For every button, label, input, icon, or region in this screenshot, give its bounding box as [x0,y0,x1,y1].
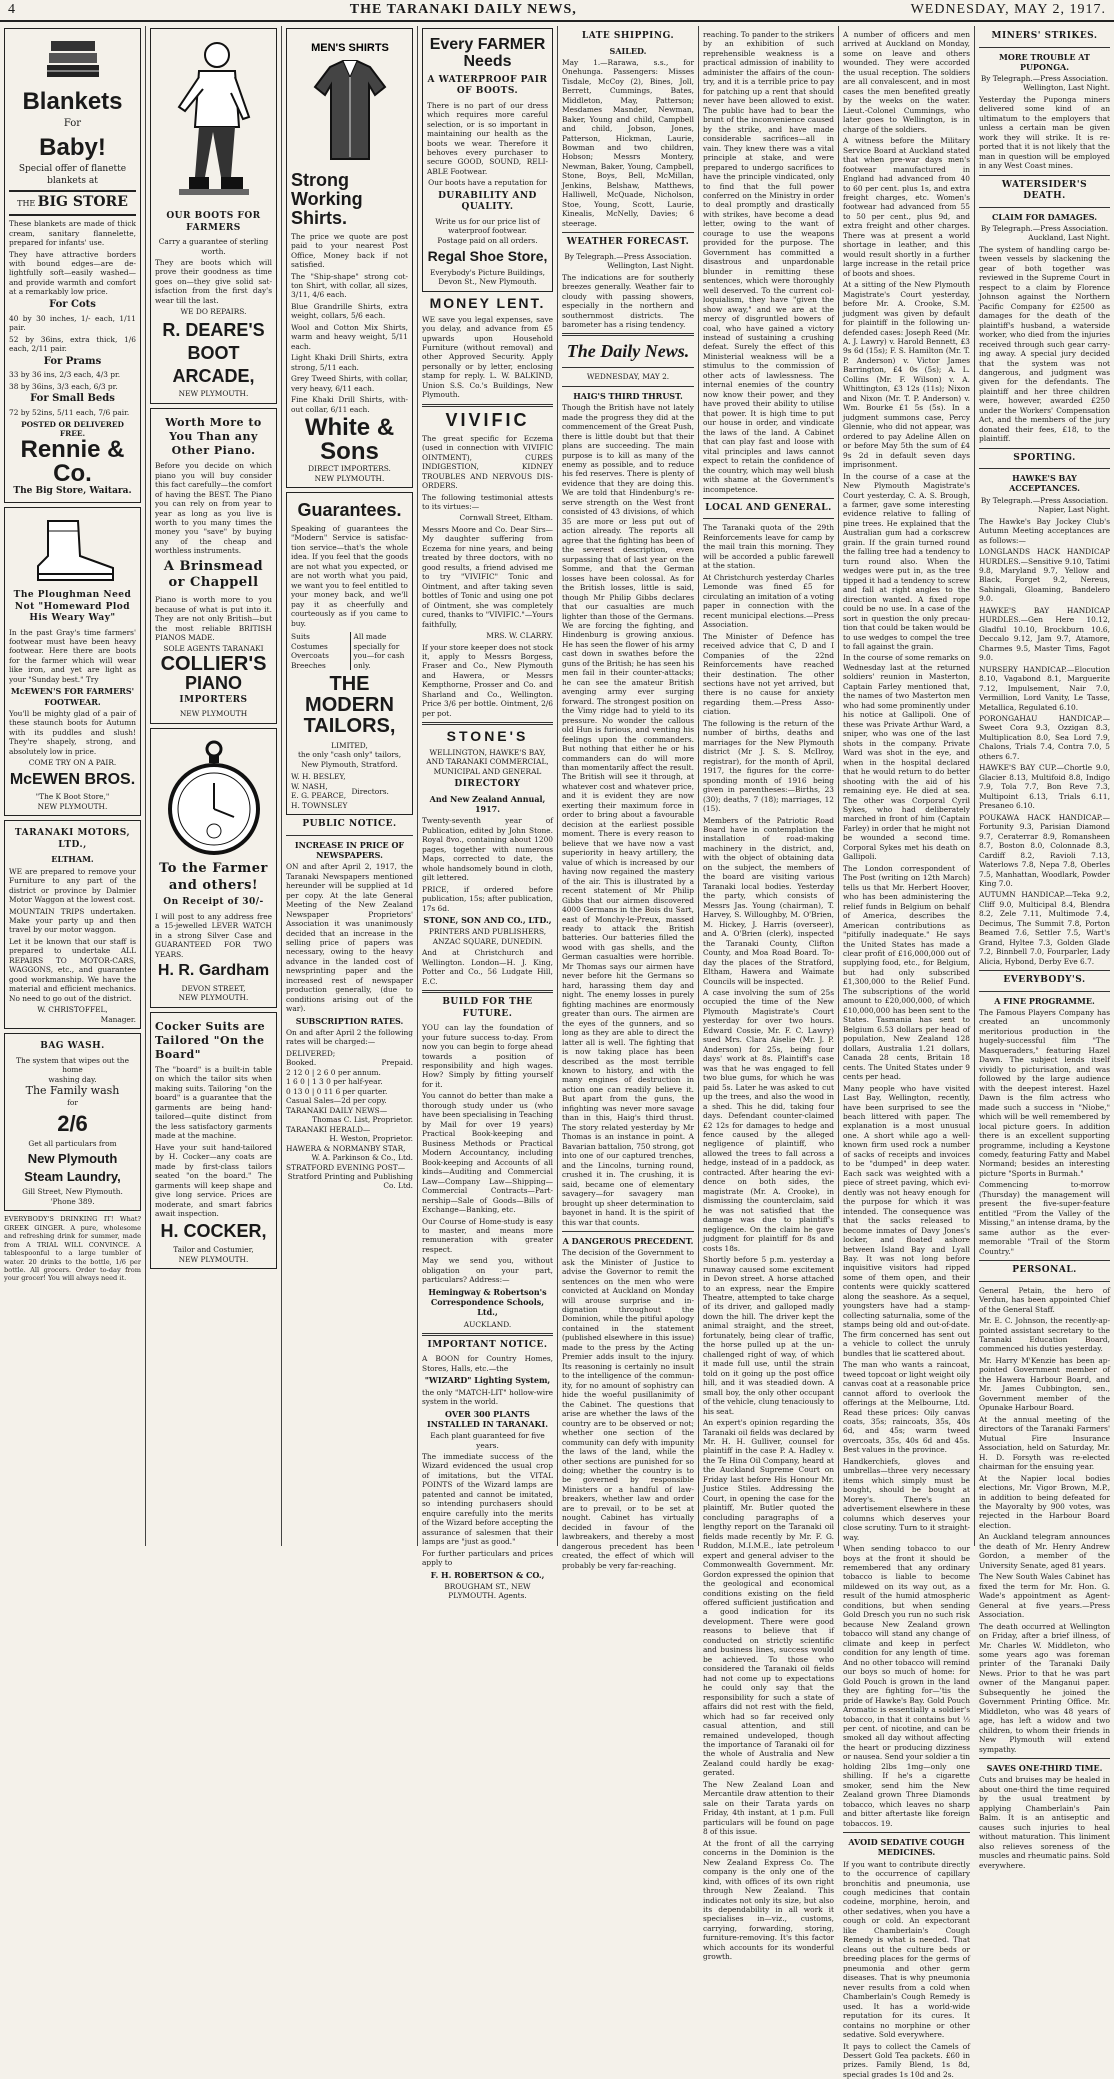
stones-body-1: WELLINGTON, HAWKE'S BAY, AND TARANAKI COMMERCIAL, MUNICIPAL AND GENERAL [422,748,553,776]
rate-row-2: 1 6 0 | 1 3 0 per half-year. [286,1077,413,1086]
director-3: E. G. PEARCE, [291,791,347,800]
sailed-heading: SAILED. [562,46,694,56]
blanket-stack-icon [9,37,136,85]
plants-heading: OVER 300 PLANTS INSTALLED IN TARANAKI. [422,1409,553,1429]
important-body-3: Each plant guaranteed for five years. [422,1431,553,1450]
guarantees-heading: Guarantees. [291,501,408,520]
sporting-place: Napier, Last Night. [979,505,1110,514]
deare-firm-3: ARCADE, [155,367,272,386]
editorial-date: WEDNESDAY, MAY 2. [562,372,694,381]
personal-item-6: An Auckland telegram announces the death of Mr. Henry Andrew Gordon, a member of the University Senate, aged 81 years. [979,1532,1110,1570]
personal-item-8: The death occurred at Wellington on Friday, after a brief illness, of Mr. Charles W. Middleton, who some years ago was foreman printer of the Taranaki Daily News. Prior to that he was part owner of the Manganui paper. Subsequently he joined the Government Printing Office. Mr. Middleton, who was 48 years of age, has left a widow and two children, to whom their friends in New Plymouth will extend sympathy. [979,1622,1110,1755]
paper-2: TARANAKI HERALD— [286,1125,413,1134]
bag-wash-line-1: The system that wipes out the home [9,1056,136,1075]
cough-heading: AVOID SEDATIVE COUGH MEDICINES. [843,1837,970,1857]
programme-heading: A FINE PROGRAMME. [979,996,1110,1006]
local-item-8: An expert's opinion regarding the Taranaki oil fields was declared by Mr. H. H. Gulliver, counsel for plaintiff in the case P. A. Hadley v. the Te Hina Oil Company, heard at the Auckland Supreme Court on Friday last before His Honour Mr. Justice Stiles. Addressing the Court, in opening the case for the plaintiff, Mr. Butler quoted the concluding paragraphs of a lengthy report on the Taranaki oil fields made recently by Mr. F. G. Ruddon, M.I.M.E., late petroleum expert and general adviser to the Commonwealth Government. Mr. Gordon expressed the opinion that the geological and economical conditions existing on the field offered sufficient justification and a good indication for its development. There were good reasons to believe that if conducted on strictly scientific and business lines, success would be achieved. To those who considered the Taranaki oil fields had not come up to expectations he could only say that the responsibility for such a state of affairs did not rest with the field, which had so far received only casual attention, and still remained undeveloped, though the importance of Taranaki oil for the whole of Australia and New Zealand could hardly be exaggerated. [703,1418,834,1778]
directors-block [291,772,408,810]
race-5: HAWKE'S BAY CUP.—Chortle 9.0, Glacier 8.13, Multifoid 8.8, Indigo 7.9, Tola 7.7, Bon Reve 7.3, Multipoint 6.13, Trials 6.11, Presaneo 6.10. [979,763,1110,810]
mcewen-come: COME TRY ON A PAIR. [9,758,136,767]
shirts-body: The price we quote are post paid to your nearest Post Office, Money back if not satisfied. [291,232,408,270]
miners-body: Yesterday the Puponga miners delivered some kind of an ultimatum to the employers that unless a certain man be given work they will strike. It is reported that it is not likely that the man in question will be employed in any West Coast mines. [979,95,1110,171]
shirt-item-6: Fine Khaki Drill Shirts, without collar, 6/11 each. [291,395,408,414]
blankets-baby: Baby! [9,135,136,160]
weather-body: The indications are for southerly breezes generally. Weather fair to cloudy with passing showers, especially in the northern and southernmost districts. The barometer has a rising tendency. [562,273,694,330]
news-item-3: At a sitting of the New Plymouth Magistrate's Court yesterday, before Mr. A. Crooke, S.M. judgment was given by default for plaintiff in the following undefended cases: Joseph Reed (Mr. A. J. Lawry) v. Harold Bennett, £3 9s 6d (15s); F. S. Hamilton (Mr. T. P. Anderson) v. Victor James Barrington, £4 0s (5s); A. L. Collins (Mr. F. Wilson) v. A. Whittington, £3 12s (11s); Nixon and Nixon (Mr. T. P. Anderson) v. Wm. Bourke £1 5s (5s). In a judgment summons case, Percy Glennie, who did not appear, was ordered to pay Adeline Allen on or before May 5th the sum of £4 9s 2d in default seven days imprisonment. [843,280,970,469]
important-body-1: A BOON for Country Homes, Stores, Halls, etc.—the [422,1354,553,1373]
white-sons-logo: White & Sons [291,416,408,464]
waterside-heading: WATERSIDER'S DEATH. [979,180,1110,203]
beds-line-1: 72 by 52ins, 5/11 each, 7/6 pair. [9,408,136,417]
news-item-9: Handkerchiefs, gloves and umbrellas—three very necessary items which simply must be bought, should be bought at Morey's. There's an advertisement elsewhere in these columns which deserves your close scrutiny. Turn to it straightway. [843,1457,970,1542]
race-3: NURSERY HANDICAP.—Elocution 8.10, Vagabond 8.1, Marguerite 7.12, Impulsement, Nair 7.0, Vermillion, Lord Vanity, Le Tasse, Metallica, Regulated 6.10. [979,665,1110,712]
regal-firm: Regal Shoe Store, [427,249,548,264]
weather-byline: By Telegraph.—Press Association. [562,252,694,261]
modern-tailors-limited: LIMITED, [291,741,408,750]
personal-item-3: Mr. Harry M'Kenzie has been appointed Government member of the Hawera Harbour Board, and Mr. James Cubbington, sen., Government member of the Opunake Harbour Board. [979,1356,1110,1413]
local-item-4: The following is the return of the number of births, deaths and marriages for the New Plymouth district (Mr J. S. S. McIlroy, registrar), for the month of April, 1917, the figures for the corresponding month of 1916 being given in parentheses:—Births, 23 (30); deaths, 7 (18); marriages, 12 (15). [703,719,834,814]
stones-firm: STONE, SON AND CO., LTD., [422,915,553,925]
deare-body-2: They are boots which will prove their goodness as time goes on—they give solid satisfaction from the first day's wear till the last. [155,258,272,305]
stones-body-4: And at Christchurch and Wellington. London—H. J. King, Potter and Co., 56 Ludgate Hill, E.C. [422,948,553,986]
column-6 [699,26,839,1546]
gardham-addr-2: NEW PLYMOUTH. [155,993,272,1002]
vivific-heading: VIVIFIC [422,411,553,430]
waterproof-heading: A WATERPROOF PAIR OF BOOTS. [427,75,548,98]
farmer-body-3: Write us for our price list of waterproof footwear. [427,217,548,236]
subscription-intro: On and after April 2 the following rates will be charged:— [286,1028,413,1047]
collier-firm-1: COLLIER'S [155,654,272,674]
deare-firm-2: BOOT [155,344,272,363]
vivific-body-2: The following testimonial attests to its virtues:— [422,493,553,512]
white-sons-line-2: NEW PLYMOUTH. [291,474,408,483]
shirt-item-1: The "Ship-shape" strong cotton Shirt, with collar, all sizes, 3/11, 4/6 each. [291,272,408,300]
cots-line-1: 40 by 30 inches, 1/- each, 1/11 pair. [9,314,136,333]
masthead [0,0,1114,22]
precedent-heading: A DANGEROUS PRECEDENT. [562,1236,694,1246]
bag-wash-ad [4,1033,141,1211]
wizard-heading: "WIZARD" Lighting System, [422,1375,553,1385]
paper-4: STRATFORD EVENING POST— [286,1163,413,1172]
vivific-address: Cornwall Street, Eltham. [422,513,553,522]
paper-2-owner: H. Weston, Proprietor. [286,1134,413,1143]
garment-breeches: Breeches [291,661,346,670]
mcewen-heading: The Ploughman Need Not "Homeward Plod His Weary Way" [9,590,136,625]
issue-date: WEDNESDAY, MAY 2, 1917. [911,2,1106,18]
modern-tailors-cash: the only "cash only" tailors, [291,750,408,759]
personal-item-7: The New South Wales Cabinet has fixed the term for Mr. Hon. G. Wade's appointment as Agent-General at five years.—Press Association. [979,1572,1110,1619]
personal-item-1: General Petain, the hero of Verdun, has been appointed Chief of the General Staff. [979,1286,1110,1314]
waterside-place: Auckland, Last Night. [979,233,1110,242]
gardham-watch-ad [150,728,277,1008]
local-item-5: Members of the Patriotic Road Board have in contemplation the installation of road-making machinery in the district, and, with the object of obtaining data on the subject, the members of the board are visiting various Taranaki local bodies. Yesterday the party, which consists of Messrs Jas. Young (chairman), T. Harvey, S. Willoughby, M. O'Brien, M. Hickey, J. Harris (overseer), and A. O'Brien (clerk), inspected the Taranaki County, Clifton County, and Moa Road Board. To-day the places of the Stratford, Eltham, Hawera and Waimate Councils will be inspected. [703,816,834,986]
shirt-item-2: Blue Grandrille Shirts, extra weight, collars, 5/6 each. [291,302,408,321]
prams-line-2: 38 by 36ins, 3/3 each, 6/3 pr. [9,382,136,391]
shirt-item-4: Light Khaki Drill Shirts, extra strong, 5/11 each. [291,353,408,372]
personal-item-5: At the Napier local bodies elections, Mr. Vigor Brown, M.P., in addition to being defeated for the Mayoralty by 900 votes, was rejected in the Harbour Board election. [979,1474,1110,1531]
posted-free: POSTED OR DELIVERED FREE. [9,420,136,439]
laundry-address: Gill Street, New Plymouth. [9,1187,136,1196]
gardham-receipt: On Receipt of 30/- [155,897,272,909]
prepaid-label: Prepaid. [382,1058,413,1067]
column-1 [0,26,146,1546]
greek-ginger-ad: EVERYBODY'S DRINKING IT! What? GREEK GINGER. A pure, wholesome and refreshing drink for summer, made from A TRIAL WILL CONVINCE. A tablespoonful to a large tumbler of water. 20 drinks to the bottle, 1/6 per bottle. All grocers. Order to-day from your grocer! You will always need it. [4,1215,141,1283]
everybodys-body-1: The Famous Players Company has created an uncommonly meritorious production in the hugely-successful film "The Masqueraders," featuring Hazel Dawn. The subject lends itself vividly to picturisation, and was followed by the large audience with the deepest interest. Hazel Dawn is the film actress who made such a success in "Niobe," which will be well remembered by local picture goers. In addition there is an excellent supporting programme, including a Keystone comedy, featuring Fatty and Mabel Normand; besides an interesting picture "Sports in Burmah." [979,1008,1110,1178]
motors-title: Manager. [9,1015,136,1024]
stones-address: ANZAC SQUARE, DUNEDIN. [422,937,553,946]
blankets-ad [4,28,141,503]
durability-label: DURABILITY AND QUALITY. [427,191,548,214]
build-body-3: Our Course of Home-study is easy to master, and means more remuneration with greater respect. [422,1217,553,1255]
subscription-heading: SUBSCRIPTION RATES. [286,1016,413,1026]
garment-overcoats: Overcoats [291,651,346,660]
laundry-phone: 'Phone 389. [9,1197,136,1206]
blankets-for: For [9,118,136,131]
cough-body: If you want to contribute directly to the occurrence of capillary bronchitis and pneumonia, use cough medicines that contain codeine, morphine, heroin, and other sedatives, when you have a cough or cold. An expectorant like Chamberlain's Cough Remedy is what is needed. That cleans out the culture beds or breeding places for the germs of pneumonia and other germ diseases. That is why pneumonia never results from a cold when Chamberlain's Cough Remedy is used. It has a world-wide reputation for its cures. It contains no morphine or other sedative. Sold everywhere. [843,1860,970,2040]
important-body-5: For further particulars and prices apply to [422,1549,553,1568]
shirt-tag-text: MEN'S SHIRTS [311,42,389,54]
farmer-heading: Every FARMER Needs [427,37,548,71]
personal-heading: PERSONAL. [979,1265,1110,1277]
collier-firm-3: IMPORTERS [155,695,272,707]
director-2: W. NASH, [291,782,347,791]
stones-body-2: Twenty-seventh year of Publication, edited by John Stone. Royal 8vo., containing about 1200 pages, together with numerous Maps, corrected to date, the whole handsomely bound in cloth, gilt lettered. [422,816,553,882]
collier-address: NEW PLYMOUTH [155,709,272,718]
paper-3: HAWERA & NORMANBY STAR, [286,1144,413,1153]
motors-body-3: Let it be known that our staff is prepared to undertake ALL REPAIRS TO MOTOR-CARS, WAGGONS, etc., and guarantee good workmanship. We have the material and efficient mechanics. No need to go out of the district. [9,937,136,1003]
gardham-body: I will post to any address free a 15-jewelled LEVER WATCH in a strong Silver Case and GUARANTEED FOR TWO YEARS. [155,912,272,959]
cocker-heading: Cocker Suits are Tailored "On the Board" [155,1020,272,1062]
news-item-6: The London correspondent of The Post (writing on 12th March) tells us that Mr. Herbert Hoover, who has been administering the relief funds in Belgium on behalf of America, describes the American contributions as "pitifully inadequate." He says the United States has made a clear profit of £16,000,000 out of supplying food, etc., for Belgium, but had only subscribed £1,300,000 to the Relief Fund. The subscriptions of the world amount to £20,000,000, of which £10,000,000 has been sent to the States. Tasmania has sent to Belgium 6.53 dollars per head of population, New Zealand 128 dollars, Australia 1.21 dollars, Canada 28 cents, Britain 18 cents. The United States under 9 cents per head. [843,864,970,1082]
mcewen-body-1: In the past Gray's time farmers' footwear must have been heavy footwear. Here there are boots for the farmer which will wear like iron, and yet are light as your "Sunday best." Try [9,628,136,685]
build-body-4: May we send you, without obligation on your part, particulars? Address:— [422,1256,553,1284]
money-lent-heading: MONEY LENT. [422,296,553,311]
news-item-10: When sending tobacco to our boys at the front it should be remembered that any ordinary tobacco is liable to become mildewed on its way out, as a result of the humid atmospheric conditions, but when sending Gold Dresch you run no such risk because New Zealand grown tobacco will stand any change of climate and keep in perfect condition for any length of time. And no other tobacco will remind our boys so much of home: for Gold Pouch is grown in the land they are fighting for—'tis the pride of Hawke's Bay. Gold Pouch Aromatic is essentially a soldier's tobacco, in that it contains but ⅓ per cent. of nicotine, and can be smoked all day without affecting the heart or producing dizziness or nausea. Send your soldier a tin holding 2lbs 1mg—only one shilling. If he's a cigarette smoker, send him the New Zealand grown Three Diamonds tobacco, which leaves no sharp and bitter aftertaste like foreign tobaccos. 19. [843,1544,970,1828]
modern-tailors-firm: THE MODERN TAILORS, [291,674,408,737]
notice-subheading: INCREASE IN PRICE OF NEWSPAPERS. [286,840,413,860]
miners-byline: By Telegraph.—Press Association. [979,74,1110,83]
local-item-2: At Christchurch yesterday Charles Lemonde was fined £5 for circulating an imitation of a voting paper in connection with the recent municipal elections.—Press Association. [703,573,834,630]
column-3 [282,26,418,1546]
white-sons-shirts-ad [286,28,413,488]
mcewen-firm: McEWEN BROS. [9,772,136,789]
cocker-addr-1: Tailor and Costumier, [155,1245,272,1254]
modern-tailors-ad [286,492,413,815]
acceptances-heading: HAWKE'S BAY ACCEPTANCES. [979,473,1110,493]
saves-time-body: Cuts and bruises may be healed in about one-third the time required by the usual treatment by applying Chamberlain's Pain Balm. It is an antiseptic and causes such injuries to heal without maturation. This liniment also relieves soreness of the muscles and rheumatic pains. Sold everywhere. [979,1775,1110,1870]
puponga-heading: MORE TROUBLE AT PUPONGA. [979,52,1110,72]
prams-line-1: 33 by 36 ins, 2/3 each, 4/3 pr. [9,370,136,379]
delivered-label: DELIVERED; [286,1049,413,1058]
damages-heading: CLAIM FOR DAMAGES. [979,212,1110,222]
cots-heading: For Cots [9,299,136,312]
motors-body-1: WE are prepared to remove your Furniture to any part of the district or province by Dalmier Motor Waggon at the lowest cost. [9,867,136,905]
sporting-byline: By Telegraph.—Press Association. [979,496,1110,505]
gardham-firm: H. R. Gardham [155,963,272,980]
prams-heading: For Prams [9,356,136,369]
robertson-firm: F. H. ROBERTSON & CO., [422,1570,553,1580]
regal-addr-1: Everybody's Picture Buildings, [427,268,548,277]
local-item-7: Shortly before 5 p.m. yesterday a runaway caused some excitement in Devon street. A horse attached to an express, near the Empire Theatre, attempted to take charge of its driver, and galloped madly down the hill. The driver kept the animal straight, and the street, fortunately, being clear of traffic, the horse pulled up at the unchallenged right of way, of which it made full use, until the strain told on it going up the post office hill, and it was steadied down. A small boy, the only other occupant of the vehicle, clung tenaciously to his seat. [703,1255,834,1416]
deare-body-1: Carry a guarantee of sterling worth. [155,237,272,256]
tea-ad: It pays to collect the Camels of Dessert Gold Tea packets. £60 in prizes. Family Blend, 1s 8d, special grades 1s 10d and 2s. [843,2042,970,2079]
mcewen-addr-1: "The K Boot Store," [9,792,136,801]
precedent-body: The decision of the Government to ask the Minister of Justice to advise the Governor to remit the sentences on the men who were convicted at Auckland on Monday will arouse surprise and indignation throughout the Dominion, while the pitiful apology contained in the statement (published elsewhere in this issue) made to the press by the Acting Premier adds insult to the injury. Its reasoning is certainly no insult to the intelligence of the community, for no amount of sophistry can hide the woeful pusillanimity of the Cabinet. The questions that arise are whether the laws of the country are to be observed or not; whether one section of the community can defy with impunity the laws of the land, while the other sections are punished for so doing; whether the country is to be governed by responsible Ministers or a handful of law-breakers, whether law and order are to prevail, or to be set at nought. Cabinet has virtually decided in favour of the lawbreakers, and thereby a most dangerous precedent has been created, the effect of which will probably be very far-reaching. [562,1248,694,1570]
shipping-body: May 1.—Rarawa, s.s., for Onehunga. Passengers: Misses Tisdale, McCoy (2), Bines, Joll, Berrett, Cummings, Bates, Middleton, May, Patterson; Mesdames Masnder, Newman, Baker, Young and child, Campbell and child, Jobson, Jones, Patterson, Hickman, Laurie, Bowman and two children, Hobson; Messrs Montery, Newman, Baker, Young, Campbell, Stone, Boys, Bell, McMillan, Jenkins, Belshaw, Matthews, Halliwell, McQuade, Nicholson, Stoe, Young, Scott, Laurie, Kinealis, McNelly, Davies; 6 steerage. [562,58,694,228]
bag-wash-particulars: Get all particulars from [9,1139,136,1148]
booked-label: Booked. [286,1058,316,1067]
stones-heading: STONE'S [422,729,553,744]
build-heading: BUILD FOR THE FUTURE. [422,997,553,1020]
rennie-address: The Big Store, Waitara. [9,486,136,498]
saves-time-heading: SAVES ONE-THIRD TIME. [979,1763,1110,1773]
regal-shoe-ad [422,28,553,292]
piano-heading: Worth More to You Than any Other Piano. [155,416,272,458]
editorial-body: Though the British have not lately made the progress they did at the commencement of the Great Push, there is little doubt but that their plans are succeeding. The main purpose is to kill as many of the enemy as possible, and to reduce his fed reserves. There is plenty of evidence that they are doing this. We are told that Hindenburg's reserve strength on the West front consisted of 43 divisions, of which 35 are more or less put out of action already. The reports all agree that the fighting has been of the severest description, even surpassing that of last year on the Somme, and that the German losses have been colossal. As for the British losses, little is said, though Mr Philip Gibbs declares that our casualties are much lighter than those of the Germans. We are forcing the fighting, and Hindenburg is growing anxious. He has seen the flower of his army cast down in swathes before the guns of the British; he has seen his men fail in their counter-attacks; he can see the amateur British avenging army ever surging forward. The strongest position on the Vimy ridge had to yield to its pressure. No wonder the callous old Hun is furious, and venting his feelings upon the commanders. But nothing that either he or his commanders can do will more than momentarily affect the result. The British will see it through, at whatever cost and whatever price, and it is evident they are now exerting their maximum force in order to bring about a favourable decision at the earliest possible moment. There is every reason to believe that we have now a vast superiority in heavy artillery, the value of which is increased by our having now regained the mastery of the air. This is illustrated by a recent statement of Mr Philip Gibbs that our airmen discovered 4000 Germans in the Bois du Sart, east of Monchy-le-Preux, massed ready to attack the British batteries. Our batteries filled the wood with gas shells, and the German casualties were horrible. Mr Thomas says our airmen have never before hit the Germans so hard, harassing them day and night. The enemy losses in purely fighting machines are enormously greater than ours. The airmen are the eyes of the gunners, and so long as they are able to direct the latter all is well. The fighting that is now taking place has been described as the most terrible known to history, and with the many engines of destruction in action one can readily believe it. But apart from the guns, the infighting was never more savage than in this, Haig's third thrust. The story related yesterday by Mr Thomas is an instance in point. A Bavarian battalion, 750 strong, got into one of our captured trenches, and the Lincolns, turning round, crushed it in. The crushing, it is said, became one of elementary savagery—for savagery man brought up sheer determination to bayonet in hand. It is the spirit of this war that counts. [562,403,694,1227]
deare-heading: OUR BOOTS FOR FARMERS [155,211,272,234]
personal-item-4: At the annual meeting of the directors of the Taranaki Farmers' Mutual Fire Insurance Association, held on Saturday, Mr. H. D. Forsyth was re-elected chairman for the ensuing year. [979,1415,1110,1472]
news-item-8: The man who wants a raincoat, tweed topcoat or light weight oily canvas coat at a reasonable price cannot afford to overlook the offerings at the Melbourne, Ltd. Read these prices: Oily canvas coats, 35s; raincoats, 35s, 40s 6d, and 45s; warm tweed overcoats, 35s, 40s 6d and 45s. Best values in the province. [843,1360,970,1455]
page-number: 4 [8,2,16,18]
garment-list [291,632,408,670]
build-body-2: You cannot do better than make a thorough study under us (who have been specialising in Teaching by Mail for over 19 years) Practical Book-keeping and Business Methods or Practical Modern Accountancy, including Book-keeping and Accounts of all kinds—Auditing and Commercial Law—Company Law—Shipping—Commercial Contracts—Partnership—Sale of Goods—Bills of Exchange—Banking, etc. [422,1091,553,1214]
cocker-body-2: Have your suit hand-tailored by H. Cocker—any coats are made by first-class tailors seated "on the board." The garments will keep shape and give long service. Prices are moderate, and smart fabrics await inspection. [155,1143,272,1219]
white-sons-line-1: DIRECT IMPORTERS. [291,464,408,473]
stones-body-3: PRICE, if ordered before publication, 15s; after publication, 17s 6d. [422,885,553,913]
pocket-watch-icon [155,737,272,857]
boot-icon [9,516,136,586]
news-item-1: A number of officers and men arrived at Auckland on Monday, some on leave and others wounded. They were accorded the usual reception. The soldiers are all convalescent, and in most cases the men benefited greatly by the weeks on the water. Lieut.-Colonel Cummings, who later goes to Wellington, is in charge of the soldiers. [843,30,970,134]
column-5 [558,26,699,1546]
the-label: THE [17,199,35,208]
everybodys-heading: EVERYBODY'S. [979,975,1110,987]
column-7 [839,26,975,1546]
garment-note: All made specially for you—for cash only. [350,632,409,670]
vivific-signature: MRS. W. CLARRY. [422,631,553,640]
directors-label: Directors. [351,787,388,796]
motors-heading: TARANAKI MOTORS, LTD., [9,828,136,851]
director-4: H. TOWNSLEY [291,801,347,810]
shirt-item-5: Grey Tweed Shirts, with collar, very heavy, 6/11 each. [291,374,408,393]
laundry-name-1: New Plymouth [9,1152,136,1166]
collier-firm-2: PIANO [155,674,272,692]
column-8 [975,26,1114,1546]
deare-address: NEW PLYMOUTH. [155,389,272,398]
build-firm: Hemingway & Robertson's Correspondence Schools, Ltd., [422,1287,553,1318]
weather-place: Wellington, Last Night. [562,261,694,270]
piano-agents: SOLE AGENTS TARANAKI [155,644,272,653]
farmer-body: There is no part of our dress which requires more careful selection, or is so important in maintaining our health as the boots we wear. Therefore it behoves every purchaser to secure GOOD, SOUND, RELIABLE Footwear. [427,101,548,177]
motors-body-2: MOUNTAIN TRIPS undertaken. Make your party up and then travel by our motor waggon. [9,907,136,935]
rate-header [286,1058,413,1067]
shirts-heading: Strong Working Shirts. [291,171,408,228]
paper-1: TARANAKI DAILY NEWS— [286,1106,413,1115]
laundry-name-2: Steam Laundry, [9,1170,136,1184]
race-6: POUKAWA HACK HANDICAP.—Fortunity 9.3, Parisian Diamond 9.7, Ceraterrar 8.9, Romansheen 8.7, Boston 8.0, Colonnade 8.3, Cardiff 8.2, Ravioli 7.13, Waterlows 7.8, Nepa 7.8, Oberles 7.5, Manhattan, Woodlark, Powder King 7.0. [979,813,1110,889]
news-item-7: Many people who have visited Last Bay, Wellington, recently, have been surprised to see the beach littered with paper. The explanation is a most unusual one. A short while ago a well-known firm used rock a number of sacks of receipts and invoices to be "dumped" in deep water. Each sack was weighted with a piece of street paving, which evidently was not heavy enough for the purpose for which it was intended. The consequence was that the sacks released to become inmates of Davy Jones's locker, and floated ashore between Island Bay and Lyall Bay. It was not long before inquisitive visitors had ripped some of them open, and their contents were quickly scattered along the seashore. As a sequel, youngsters have had a stamp-collecting saturnalia, some of the stamps being old and out-of-date. The firm concerned has sent out a vehicle to collect the unruly bundles that lie scattered about. [843,1084,970,1359]
motors-signature: W. CHRISTOFFEL, [9,1005,136,1014]
piano-body-2: Piano is worth more to you because of what is put into it. They are not only British—but the most reliable BRITISH PIANOS MADE. [155,595,272,642]
miners-heading: MINERS' STRIKES. [979,31,1110,43]
shirt-icon [291,37,408,167]
directory-heading: DIRECTORY [422,779,553,791]
important-body-4: The immediate success of the Wizard evidenced the usual crop of imitations, but the VITAL POINTS of the Wizard lamps are patented and cannot be imitated, so intending purchasers should enquire carefully into the merits of the Wizard before accepting the assurance of salesmen that their lamps are "just as good." [422,1452,553,1547]
column-2 [146,26,282,1546]
mcewen-boots-ad [4,507,141,816]
director-1: W. H. BESLEY, [291,772,347,781]
miners-place: Wellington, Last Night. [979,83,1110,92]
vivific-body-3: Messrs Moore and Co. Dear Sirs—My daughter suffering from Eczema for nine years, and being treated by three doctors, with no good results, a friend advised me to try "VIVIFIC" Tonic and Ointment, and after taking seven bottles of Tonic and using one pot of Ointment, she was completely cured, thanks to "VIVIFIC."—Yours faithfully, [422,525,553,629]
shipping-heading: LATE SHIPPING. [562,31,694,43]
rennie-logo: Rennie & Co. [9,438,136,486]
build-address: AUCKLAND. [422,1320,553,1329]
mcewen-addr-2: NEW PLYMOUTH. [9,802,136,811]
farmer-body-4: Postage paid on all orders. [427,236,548,245]
big-store-logo [9,190,136,216]
local-item-10: At the front of all the carrying concerns in the Dominion is the New Zealand Express Co. The company is the only one of the kind, with offices of its own right through New Zealand. This indicates not only its size, but also its dependability in all work it specialises in—viz., customs, carrying, forwarding, storing, furniture-removing. It's this factor which accounts for its wonderful growth. [703,1839,834,1962]
blankets-body-2: They have attractive borders with bound edges—are delightfully soft—easily washed—and provide warmth and comfort at a remarkably low price. [9,250,136,297]
blankets-offer: Special offer of flanette blankets at [9,164,136,187]
deare-repairs: WE DO REPAIRS. [155,307,272,316]
robertson-address: BROUGHAM ST., NEW PLYMOUTH. Agents. [422,1582,553,1601]
paper-1-owner: Thomas C. List, Proprietor. [286,1115,413,1124]
rate-row-3: 0 13 0 | 0 11 6 per quarter. [286,1087,413,1096]
vivific-body-4: If your store keeper does not stock it, apply to Messrs Borgess, Fraser and Co., New Plymouth and Hawera, or Messrs Kempthorne, Prosser and Co. and Sharland and Co., Wellington. Price 3/6 per bottle. Ointment, 2/6 per pot. [422,643,553,719]
notice-body: ON and after April 2, 1917, the Taranaki Newspapers mentioned hereunder will be supplied at 1d per copy. At the late General Meeting of the New Zealand Newspaper Proprietors' Association it was unanimously decided that an increase in the selling price of papers was necessary, owing to the heavy advance in the landed cost of newsprinting paper and the increased rest of newspaper production generally, (due to conditions arising out of the war). [286,862,413,1014]
money-lent-body: WE save you legal expenses, save you delay, and advance from £5 upwards upon Household Furniture (without removal) and other Approved Security. Apply personally or by letter, enclosing stamp for reply. L. W. BALKIND, Union S.S. Co.'s Buildings, New Plymouth. [422,315,553,400]
regal-addr-2: Devon St., New Plymouth. [427,277,548,286]
sporting-body: The Hawke's Bay Jockey Club's Autumn Meeting acceptances are as follows:— [979,517,1110,545]
rate-row-1: 2 12 0 | 2 6 0 per annum. [286,1068,413,1077]
beds-heading: For Small Beds [9,393,136,406]
gardham-heading: To the Farmer and others! [155,861,272,894]
bag-wash-line-2: washing day. [9,1075,136,1084]
public-notice [286,819,413,1191]
daily-news-masthead: The Daily News. [562,340,694,363]
weather-heading: WEATHER FORECAST. [562,237,694,249]
blankets-body-1: These blankets are made of thick cream, sanitary flannelette, prepared for infants' use. [9,219,136,247]
mcewen-brand: McEWEN'S FOR FARMERS' FOOTWEAR. [9,686,136,706]
stones-firm-2: PRINTERS AND PUBLISHERS, [422,927,553,936]
taranaki-motors-ad [4,820,141,1029]
collier-piano-ad [150,408,277,724]
guarantees-body: Speaking of guarantees the "Modern" Service is satisfaction service—that's the whole idea. If you feel that the goods are not what you expected, or are not worth what you paid, we want you to feel entitled to your money back, and we'll pay it as cheerfully and courteously as if you came to buy. [291,524,408,628]
shirt-item-3: Wool and Cotton Mix Shirts, warm and heavy weight, 5/11 each. [291,323,408,351]
race-4: PORONGAHAU HANDICAP.—Sweet Cora 9.3, Ozzigan 8.3, Multiplication 8.0, Sea Lord 7.9, Chalons, Trials 7.4, Contra 7.0, 5 others 6.7. [979,714,1110,761]
waterside-body: The system of handling cargo between vessels by slackening the gear of both together was reviewed in the Supreme Court in respect to a claim by Florence Johnson against the Northern Pacific Company for £2500 as damages for the death of the plaintiff's husband, a waterside worker, who died from the injuries received through such gear carrying away. A special jury decided that the system was not dangerous, and judgment was given for the defendants. The plaintiff and her three children were, however, awarded £250 under the Workers' Compensation Act, and the members of the jury donated their fees, £18, to the plaintiff. [979,245,1110,444]
important-notice-heading: IMPORTANT NOTICE. [422,1340,553,1352]
news-item-2: A witness before the Military Service Board at Auckland stated that when pre-war days men's footwear manufactured in England had advanced from 40 to 60 per cent. plus 1s, and extra freight charges, etc. Women's footwear had advanced from 55 to 50 per cent., plus 9d, and extra freight and other charges. There was at present a world shortage in leather, and this would result shortly in a further large increase in the retail price of boots and shoes. [843,136,970,278]
news-item-4: In the course of a case at the New Plymouth Magistrate's Court yesterday, C. A. S. Brough, a farmer, gave some interesting evidence relative to falling of pine trees. He explained that the Australian gum had a corkscrew grain. If the grain turned round the falling tree had a tendency to turn round also. When the wedges were put in, as the tree tipped it had a tendency to screw and fall at right angles to the direction wanted. A fixed rope could be no use. In a case of the sort in question the only precaution that could be taken would be to use wedges to compel the tree to fall against the grain. [843,472,970,652]
sporting-heading: SPORTING. [979,453,1110,465]
local-item-3: The Minister of Defence has received advice that C, D and I Companies of the 22nd Reinforcements have reached their destination. The other sections have not yet arrived, but there is no cause for anxiety regarding them.—Press Association. [703,632,834,717]
deare-boots-ad [150,28,277,404]
column-4 [418,26,558,1546]
notice-heading: PUBLIC NOTICE. [286,819,413,831]
cocker-body-1: The "board" is a built-in table on which the tailor sits when making suits. Tailoring "on the board" is a guarantee that the garments are being hand-tailored—quite distinct from the less satisfactory garments made at the machine. [155,1065,272,1141]
deare-firm-1: R. DEARE'S [155,321,272,340]
local-item-1: The Taranaki quota of the 29th Reinforcements leave for camp by the mail train this morning. They will be accorded a public farewell at the station. [703,523,834,570]
motors-place: ELTHAM. [9,854,136,864]
annual-heading: And New Zealand Annual, 1917. [422,794,553,814]
build-body-1: YOU can lay the foundation of your future success to-day. From now you can begin to forge ahead towards a position of responsibility and high wages. How? Simply by fitting yourself for it. [422,1023,553,1089]
local-item-9: The New Zealand Loan and Mercantile draw attention to their sale on their Tarata yards on Friday, 4th instant, at 1 p.m. Full particulars will be found on page 8 of this issue. [703,1780,834,1837]
vivific-body-1: The great specific for Eczema (used in connection with VIVIFIC OINTMENT), CURES INDIGESTION, KIDNEY TROUBLES AND NERVOUS DISORDERS. [422,434,553,491]
modern-tailors-address: New Plymouth, Stratford. [291,760,408,769]
bag-wash-line-3: The Family wash [9,1084,136,1098]
race-2: HAWKE'S BAY HANDICAP HURDLES.—Gen Here 10.12, Gladful 10.10, Brockburn 10.6, Deccalo 9.12, Jam 9.7, Atamore, Charmes 9.5, Master Tims, Fagot 9.0. [979,606,1110,663]
mcewen-body-2: You'll be mighty glad of a pair of these staunch boots for Autumn with its puddles and slush! They're shapely, strong, and absolutely low in price. [9,709,136,756]
news-item-5: In the course of some remarks on Wednesday last at the returned soldiers' reunion in Masterton, Captain Farley mentioned that, the names of two Masterton men who had some prominently under his notice at Gallipoli. One of these was Private Arthur Ward, a sniper, who was one of the last shots in the company. Private Ward was shot in the eye, and when in the hospital declared that he would return to do better shooting with the aid of his remaining eye. He died at sea. The other was Corporal Cyril Sykes, who had deliberately marched in front of him (Captain Farley) in order that he might not be wounded a second time. Corporal Sykes met his death on Gallipoli. [843,653,970,861]
bag-wash-for: for [9,1098,136,1107]
everybodys-body-2: Commencing to-morrow (Thursday) the management will present the five-super-feature entitled "From the Valley of the Missing," an intense drama, by the same author as the ever-memorable "Trail of the Storm Country." [979,1180,1110,1256]
cocker-firm: H. COCKER, [155,1222,272,1241]
farmer-body-2: Our boots have a reputation for [427,178,548,187]
garment-costumes: Costumes [291,642,346,651]
piano-brands: A Brinsmead or Chappell [155,559,272,592]
big-store-label: BIG STORE [38,194,128,210]
cocker-suits-ad [150,1012,277,1270]
race-1: LONGLANDS HACK HANDICAP HURDLES.—Sensitive 9.10, Tatimi 9.8, Maryland 9.7, Yellow and Black, Forget 9.2, Nereus, Sahingali, Gloaming, Bandelero 9.0. [979,547,1110,604]
gardham-addr-1: DEVON STREET, [155,984,272,993]
paper-3-owner: W. A. Parkinson & Co., Ltd. [286,1153,413,1162]
blankets-heading: Blankets [9,89,136,114]
bag-wash-heading: BAG WASH. [9,1041,136,1053]
personal-item-2: Mr. E. C. Johnson, the recently-appointed assistant secretary to the Taranaki Education Board, commenced his duties yesterday. [979,1316,1110,1354]
waterside-byline: By Telegraph.—Press Association. [979,224,1110,233]
local-general-heading: LOCAL AND GENERAL. [703,503,834,515]
editorial-heading: HAIG'S THIRD THRUST. [562,391,694,401]
paper-4-owner: Stratford Printing and Publishing Co. Ltd. [286,1172,413,1191]
local-item-6: A case involving the sum of 25s occupied the time of the New Plymouth Magistrate's Court yesterday for over two hours. Edward Cossie, Mr. F. C. Lawry) sued Mrs. Clara Aiselie (Mr. J. P. Anderson) for 25s, being four days' work at 8s. Plaintiff's case was that he was engaged to fell two blue gums, for which he was paid 5s. Later he was asked to cut up the trees, and also the wood in a shed. This he did, taking four days. Defendant counter-claimed £2 12s for damages to hedge and fence caused by the alleged negligence of plaintiff, who allowed the trees to fall across a hedge, instead of in a paddock, as contracted. After hearing the evidence on both sides, the magistrate (Mr. A. Crooke), in dismissing the counterclaim, said he was not satisfied that the damage was due to plaintiff's negligence. On the claim he gave judgment for plaintiff for 8s and costs 18s. [703,988,834,1253]
race-7: AUTUMN HANDICAP.—Teka 9.2, Cliff 9.0, Multicipal 8.4, Blendra 8.2, Zele 7.11, Multimode 7.4, Decimus, The Summit 7.8, Porton Beamed 7.6, Settler 7.5, Wart's Grand, Hyltee 7.3, Golden Glade 7.2, Binnbell 7.0, Fourparler, Lady Alicia, Hybond, Derby Eve 6.7. [979,890,1110,966]
garment-suits: Suits [291,632,346,641]
piano-body-1: Before you decide on which piano you will buy consider this fact carefully—the comfort of having the BEST. The Piano you can rely on from year to year as long as you live is worth to you many times the money you "save" by buying any of the cheap and worthless instruments. [155,461,272,556]
cots-line-2: 52 by 36ins, extra thick, 1/6 each, 2/11 pair. [9,335,136,354]
bag-wash-price: 2/6 [9,1112,136,1135]
casual-sales: Casual Sales—2d per copy. [286,1096,413,1105]
important-body-2: the only "MATCH-LIT" hollow-wire system in the world. [422,1388,553,1407]
newspaper-title: THE TARANAKI DAILY NEWS, [350,2,577,18]
farmer-illustration-icon [155,37,272,207]
precedent-continued: reaching. To pander to the strikers by an exhibition of such reprehensible weakness is a practical admission of inability to administer the affairs of the country, and it is a terrible price to pay for patching up a rent that should never have been allowed to exist. The public have had to bear the brunt of the inconvenience caused by the strike, and have made considerable sacrifices—all in vain. They knew there was a vital principle at stake, and were prepared to undergo sacrifices to have the principle vindicated, only to find that the full power conferred on the Ministry in order to deal promptly and drastically with strikes, have become a dead letter, owing to the want of courage to use the weapons provided for the purpose. The Government has committed a disastrous and unpardonable blunder in remitting these sentences, which were thoroughly well deserved. To the current colloquialism, they have "given the show away," and we are at the mercy of disgruntled bowers of coal, who have gained a victory instead of sustaining a crushing defeat. Surely the effect of this Ministerial weakness will be a stimulus to the commission of other acts of lawlessness. The internal enemies of the country now know their power, and they have proved their ability to utilise that power. It is high time to put our house in order, and vindicate the laws of the land. A Cabinet that can play fast and loose with vital principles and laws cannot expect to retain the confidence of the country, which may well blush with shame at the Government's incompetence. [703,30,834,494]
cocker-addr-2: NEW PLYMOUTH. [155,1255,272,1264]
